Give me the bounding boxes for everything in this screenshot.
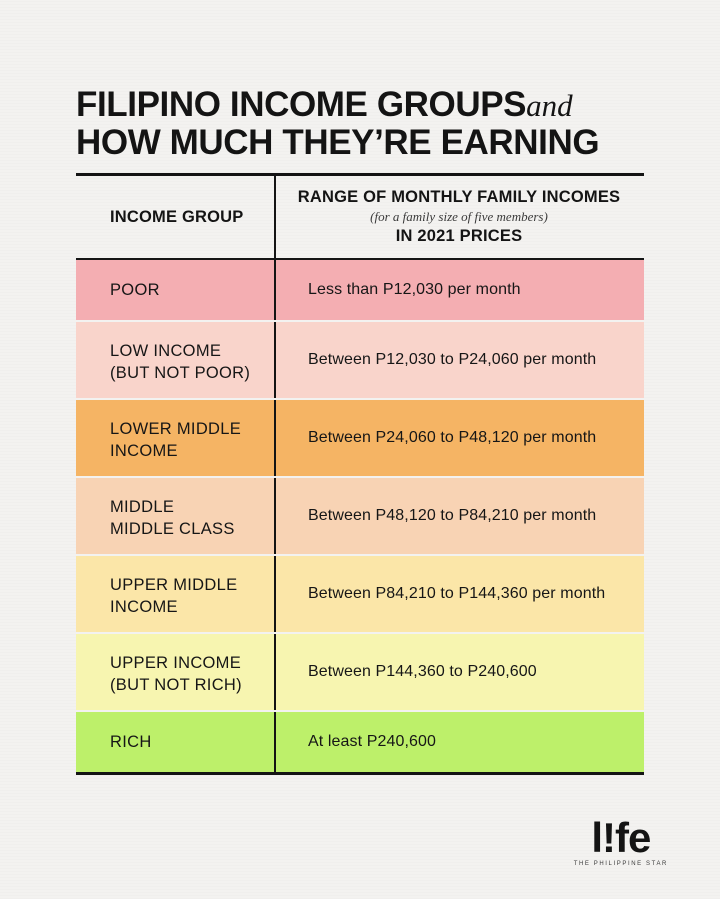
income-range-text: At least P240,600 (308, 733, 437, 750)
cell-income-range (274, 634, 644, 710)
table-row (76, 556, 644, 632)
column-divider (274, 634, 276, 710)
cell-income-group (76, 634, 274, 710)
income-group-label-line2: MIDDLE CLASS (110, 520, 235, 538)
publisher-logo (573, 814, 668, 867)
header-label-income-group: INCOME GROUP (110, 207, 244, 226)
cell-income-range (274, 556, 644, 632)
page-title (76, 86, 656, 161)
column-divider (274, 322, 276, 398)
income-table (76, 173, 644, 775)
table-row (76, 634, 644, 710)
cell-income-range (274, 712, 644, 772)
cell-income-group (76, 322, 274, 398)
table-row (76, 400, 644, 476)
column-divider (274, 260, 276, 320)
table-body (76, 260, 644, 772)
title-main-text: FILIPINO INCOME GROUPS (76, 85, 527, 124)
cell-income-range (274, 260, 644, 320)
column-divider (274, 712, 276, 772)
title-italic-and: and (526, 88, 573, 123)
column-divider (274, 400, 276, 476)
income-group-label: UPPER INCOME (110, 654, 242, 672)
table-row (76, 322, 644, 398)
table-row (76, 712, 644, 772)
logo-wordmark: l!fe (591, 814, 651, 861)
header-cell-range (274, 176, 644, 258)
column-divider (274, 556, 276, 632)
income-range-text: Between P24,060 to P48,120 per month (308, 429, 597, 446)
cell-income-range (274, 322, 644, 398)
column-divider (274, 478, 276, 554)
title-line-2: HOW MUCH THEY’RE EARNING (76, 123, 600, 162)
income-range-text: Between P144,360 to P240,600 (308, 663, 537, 680)
cell-income-range (274, 400, 644, 476)
income-group-label-line2: INCOME (110, 442, 178, 460)
table-row (76, 260, 644, 320)
income-group-label: LOW INCOME (110, 342, 222, 360)
header-cell-income-group (76, 176, 274, 258)
table-header-row (76, 176, 644, 258)
income-group-label: MIDDLE (110, 498, 175, 516)
income-group-label: POOR (110, 281, 160, 299)
income-group-label-line2: INCOME (110, 598, 178, 616)
income-group-label-line2: (BUT NOT POOR) (110, 364, 251, 382)
header-range-line3: IN 2021 PRICES (395, 227, 523, 245)
cell-income-group (76, 400, 274, 476)
income-group-label: UPPER MIDDLE (110, 576, 238, 594)
cell-income-group (76, 556, 274, 632)
logo-subtitle: THE PHILIPPINE STAR (573, 861, 668, 867)
header-range-line1: RANGE OF MONTHLY FAMILY INCOMES (297, 188, 621, 206)
income-group-label-line2: (BUT NOT RICH) (110, 676, 242, 694)
income-range-text: Between P12,030 to P24,060 per month (308, 351, 597, 368)
cell-income-group (76, 260, 274, 320)
cell-income-group (76, 478, 274, 554)
income-range-text: Between P84,210 to P144,360 per month (308, 585, 606, 602)
income-group-label: RICH (110, 733, 152, 751)
income-group-label: LOWER MIDDLE (110, 420, 242, 438)
cell-income-range (274, 478, 644, 554)
column-divider (274, 176, 276, 258)
cell-income-group (76, 712, 274, 772)
income-range-text: Between P48,120 to P84,210 per month (308, 507, 597, 524)
income-range-text: Less than P12,030 per month (308, 281, 521, 298)
table-bottom-rule (76, 772, 644, 775)
title-line-1 (76, 86, 656, 124)
header-range-line2: (for a family size of five members) (370, 209, 548, 224)
table-row (76, 478, 644, 554)
